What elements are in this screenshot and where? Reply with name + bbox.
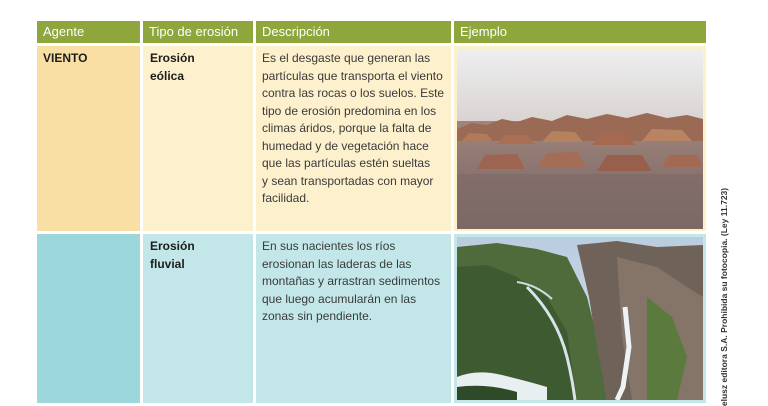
row2-tipo [143,234,253,403]
row1-desc-line: humedad y de vegetación hace [262,138,429,153]
copyright-note [717,187,731,406]
row2-desc-line: zonas sin pendiente. [262,309,373,323]
row2-descripcion [256,234,451,403]
header-tipo-erosion: Tipo de erosión [143,21,253,43]
row2-desc-line: que luego acumularán en las [262,291,417,306]
row1-desc-line: climas áridos, porque la falta de [262,121,432,135]
row1-descripcion [256,46,451,231]
row1-desc-line: partículas que transporta el viento [262,68,443,83]
desert-photo-svg [457,49,703,229]
header-agente: Agente [37,21,140,43]
row2-tipo-line2: fluvial [150,256,185,271]
row1-tipo [143,46,253,231]
row2-agente [37,234,140,403]
row1-desc-line: Es el desgaste que generan las [262,51,431,65]
desert-landscape-photo [457,49,703,229]
row1-agente: VIENTO [37,46,140,231]
row1-desc-line: que las partículas estén sueltas [262,156,431,170]
row1-desc-line: tipo de erosión predomina en los [262,103,437,118]
row2-desc-line: montañas y arrastran sedimentos [262,274,441,288]
row2-desc-line: En sus nacientes los ríos [262,239,396,253]
row2-tipo-line1: Erosión [150,239,195,253]
header-ejemplo: Ejemplo [454,21,706,43]
row2-desc-line: erosionan las laderas de las [262,256,412,271]
row1-desc-line: contra las rocas o los suelos. Este [262,86,445,100]
row1-ejemplo-cell [454,46,706,231]
row1-tipo-line1: Erosión [150,51,195,65]
copyright-note-text: elusz editora S.A. Prohibida su fotocopia. (Ley 11.723) [719,187,729,406]
river-canyon-photo [457,237,703,400]
row2-ejemplo-cell [454,234,706,403]
header-descripcion: Descripción [256,21,451,43]
row1-desc-line: y sean transportadas con mayor [262,173,434,188]
row1-desc-line: facilidad. [262,191,310,205]
row1-tipo-line2: eólica [150,68,185,83]
canyon-photo-svg [457,237,703,400]
